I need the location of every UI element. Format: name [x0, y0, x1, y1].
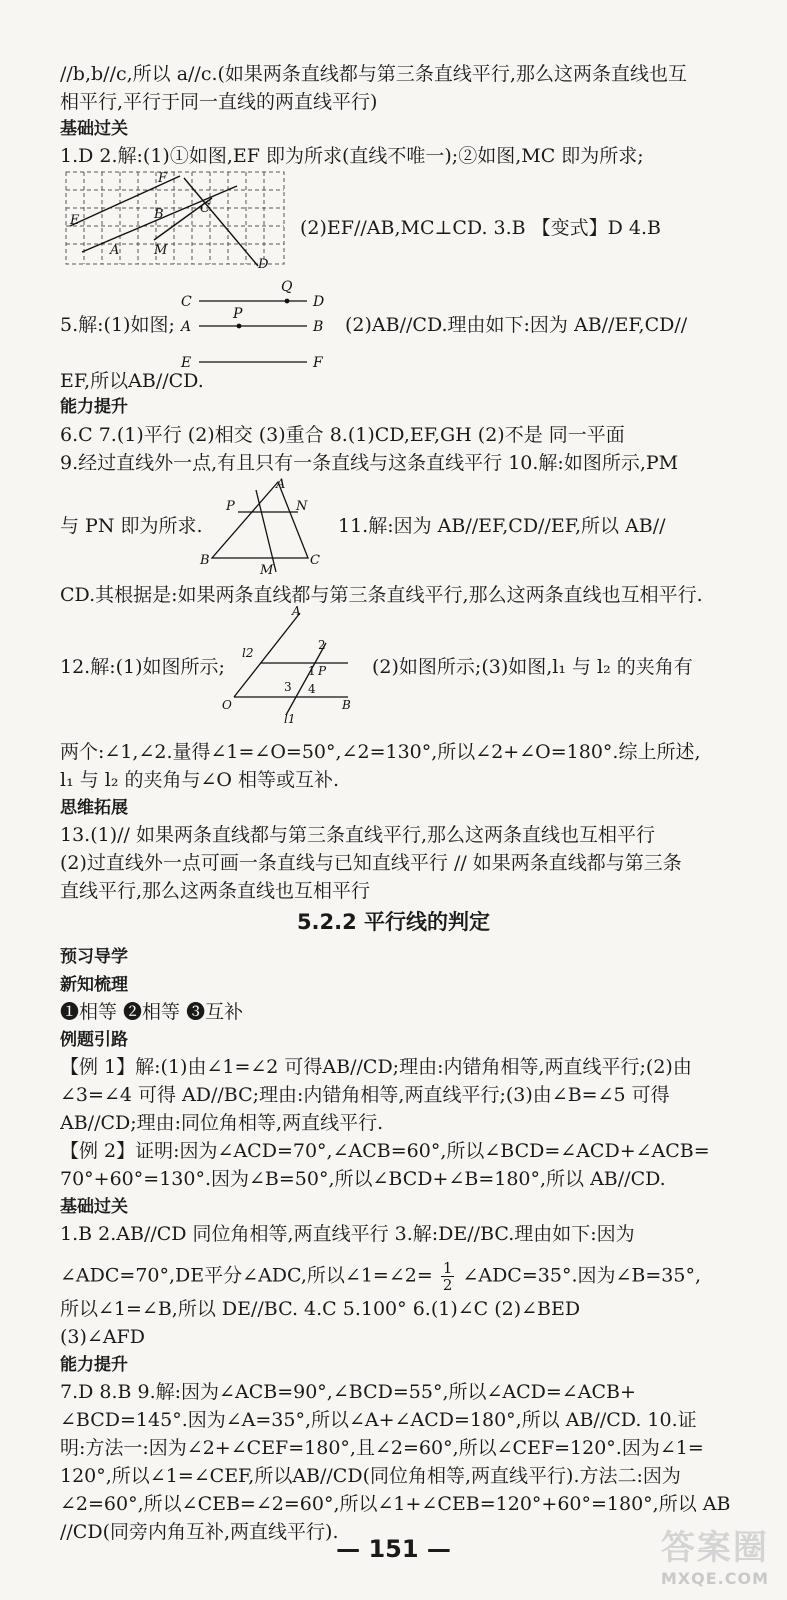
label: F — [313, 355, 323, 371]
text-line: 直线平行,那么这两条直线也互相平行 — [60, 880, 371, 902]
label: C — [200, 201, 210, 216]
label: B — [200, 553, 210, 568]
label: Q — [281, 279, 293, 295]
label: A — [181, 319, 192, 335]
text-line: (2)过直线外一点可画一条直线与已知直线平行 // 如果两条直线都与第三条 — [60, 852, 682, 874]
label: E — [181, 355, 192, 371]
heading-thinking: 思维拓展 — [60, 798, 128, 818]
line-cd — [184, 178, 258, 266]
text-line: l₁ 与 l₂ 的夹角与∠O 相等或互补. — [60, 769, 340, 791]
text-line — [60, 1260, 701, 1293]
text-line: 【例 2】证明:因为∠ACD=70°,∠ACB=60°,所以∠BCD=∠ACD+∠ACB= — [60, 1140, 710, 1162]
label: 3 — [284, 680, 292, 694]
text-line: EF,所以AB//CD. — [60, 370, 204, 392]
heading-preview: 预习导学 — [60, 947, 128, 967]
fraction — [441, 1260, 455, 1293]
label: 4 — [308, 682, 316, 696]
fraction-denominator: 2 — [442, 1276, 453, 1294]
label: B — [342, 698, 351, 712]
text-line: 6.C 7.(1)平行 (2)相交 (3)重合 8.(1)CD,EF,GH (2)不是 同一平面 — [60, 424, 625, 446]
watermark — [661, 1520, 769, 1588]
text-line: (2)如图所示;(3)如图,l₁ 与 l₂ 的夹角有 — [372, 656, 693, 678]
text-line: ∠BCD=145°.因为∠A=35°,所以∠A+∠ACD=180°,所以 AB//CD. 10.证 — [60, 1409, 697, 1431]
label: A — [276, 477, 286, 492]
heading-ability: 能力提升 — [60, 397, 128, 417]
label: P — [233, 306, 243, 322]
text-line: 明:方法一:因为∠2+∠CEF=180°,且∠2=60°,所以∠CEF=120°.因为∠1= — [60, 1437, 704, 1459]
label: 2 — [318, 638, 326, 652]
heading-examples: 例题引路 — [60, 1030, 128, 1050]
page-number: — 151 — — [336, 1535, 451, 1563]
text-segment: ∠ADC=35°.因为∠B=35°, — [462, 1264, 702, 1287]
text-line: 与 PN 即为所求. — [60, 515, 203, 537]
text-line: 70°+60°=130°.因为∠B=50°,所以∠BCD+∠B=180°,所以 AB//CD. — [60, 1168, 666, 1190]
text-line: 9.经过直线外一点,有且只有一条直线与这条直线平行 10.解:如图所示,PM — [60, 452, 679, 474]
triangle-figure — [198, 476, 328, 576]
text-line: (3)∠AFD — [60, 1326, 145, 1348]
label: B — [313, 319, 324, 335]
section-title: 5.2.2 平行线的判定 — [296, 910, 491, 934]
label: O — [222, 698, 232, 712]
label: 1 — [308, 664, 316, 678]
text-line: 7.D 8.B 9.解:因为∠ACB=90°,∠BCD=55°,所以∠ACD=∠ACB+ — [60, 1381, 636, 1403]
text-line: 5.解:(1)如图; — [60, 314, 175, 336]
fraction-numerator: 1 — [442, 1259, 453, 1277]
text-line: 1.D 2.解:(1)①如图,EF 即为所求(直线不唯一);②如图,MC 即为所求; — [60, 145, 644, 167]
watermark-logo: 答案圈 — [660, 1528, 769, 1568]
parallel-lines-figure — [175, 276, 345, 376]
angle-figure — [220, 603, 360, 725]
text-line: 所以∠1=∠B,所以 DE//BC. 4.C 5.100° 6.(1)∠C (2)∠BED — [60, 1298, 581, 1320]
label: E — [70, 213, 80, 228]
text-line: 1.B 2.AB//CD 同位角相等,两直线平行 3.解:DE//BC.理由如下:因为 — [60, 1223, 635, 1245]
text-line: //CD(同旁内角互补,两直线平行). — [60, 1521, 339, 1543]
text-line: 【例 1】解:(1)由∠1=∠2 可得AB//CD;理由:内错角相等,两直线平行;(2)由 — [60, 1056, 692, 1078]
text-line: 120°,所以∠1=∠CEF,所以AB//CD(同位角相等,两直线平行).方法二:因为 — [60, 1465, 681, 1487]
text-line: 相平行,平行于同一直线的两直线平行) — [60, 91, 378, 113]
text-line: AB//CD;理由:同位角相等,两直线平行. — [60, 1112, 384, 1134]
label: A — [110, 243, 120, 258]
text-line: 两个:∠1,∠2.量得∠1=∠O=50°,∠2=130°,所以∠2+∠O=180°.综上所述, — [60, 741, 701, 763]
heading-basic: 基础过关 — [60, 119, 128, 139]
text-line: //b,b//c,所以 a//c.(如果两条直线都与第三条直线平行,那么这两条直线也互 — [60, 63, 687, 85]
grid-figure — [62, 168, 290, 270]
watermark-url: MXQE.COM — [660, 1569, 769, 1588]
text-line: (2)EF//AB,MC⊥CD. 3.B 【变式】D 4.B — [300, 217, 662, 239]
text-line: (2)AB//CD.理由如下:因为 AB//EF,CD// — [345, 314, 688, 336]
label: M — [154, 243, 168, 258]
label: M — [260, 563, 274, 576]
heading-new-knowledge: 新知梳理 — [60, 975, 128, 995]
text-line: ❶相等 ❷相等 ❸互补 — [60, 1001, 244, 1023]
text-line: CD.其根据是:如果两条直线都与第三条直线平行,那么这两条直线也互相平行. — [60, 584, 703, 606]
text-line: ∠2=60°,所以∠CEB=∠2=60°,所以∠1+∠CEB=120°+60°=180°,所以 AB — [60, 1493, 731, 1515]
text-line: 11.解:因为 AB//EF,CD//EF,所以 AB// — [338, 515, 666, 537]
text-segment: ∠ADC=70°,DE平分∠ADC,所以∠1=∠2= — [60, 1264, 433, 1287]
label: A — [292, 604, 301, 618]
label: B — [154, 207, 164, 222]
text-line: ∠3=∠4 可得 AD//BC;理由:内错角相等,两直线平行;(3)由∠B=∠5 可得 — [60, 1084, 670, 1106]
label: P — [226, 499, 235, 514]
text-line: 13.(1)// 如果两条直线都与第三条直线平行,那么这两条直线也互相平行 — [60, 824, 656, 846]
heading-basic: 基础过关 — [60, 1197, 128, 1217]
label: F — [158, 171, 168, 186]
label: P — [318, 664, 327, 678]
text-line: 12.解:(1)如图所示; — [60, 656, 225, 678]
label: C — [181, 294, 192, 310]
label: C — [310, 553, 320, 568]
label: l2 — [242, 646, 254, 660]
label: N — [296, 499, 308, 514]
label: D — [258, 257, 269, 270]
heading-ability: 能力提升 — [60, 1355, 128, 1375]
label: D — [313, 294, 325, 310]
label: l1 — [284, 712, 296, 725]
